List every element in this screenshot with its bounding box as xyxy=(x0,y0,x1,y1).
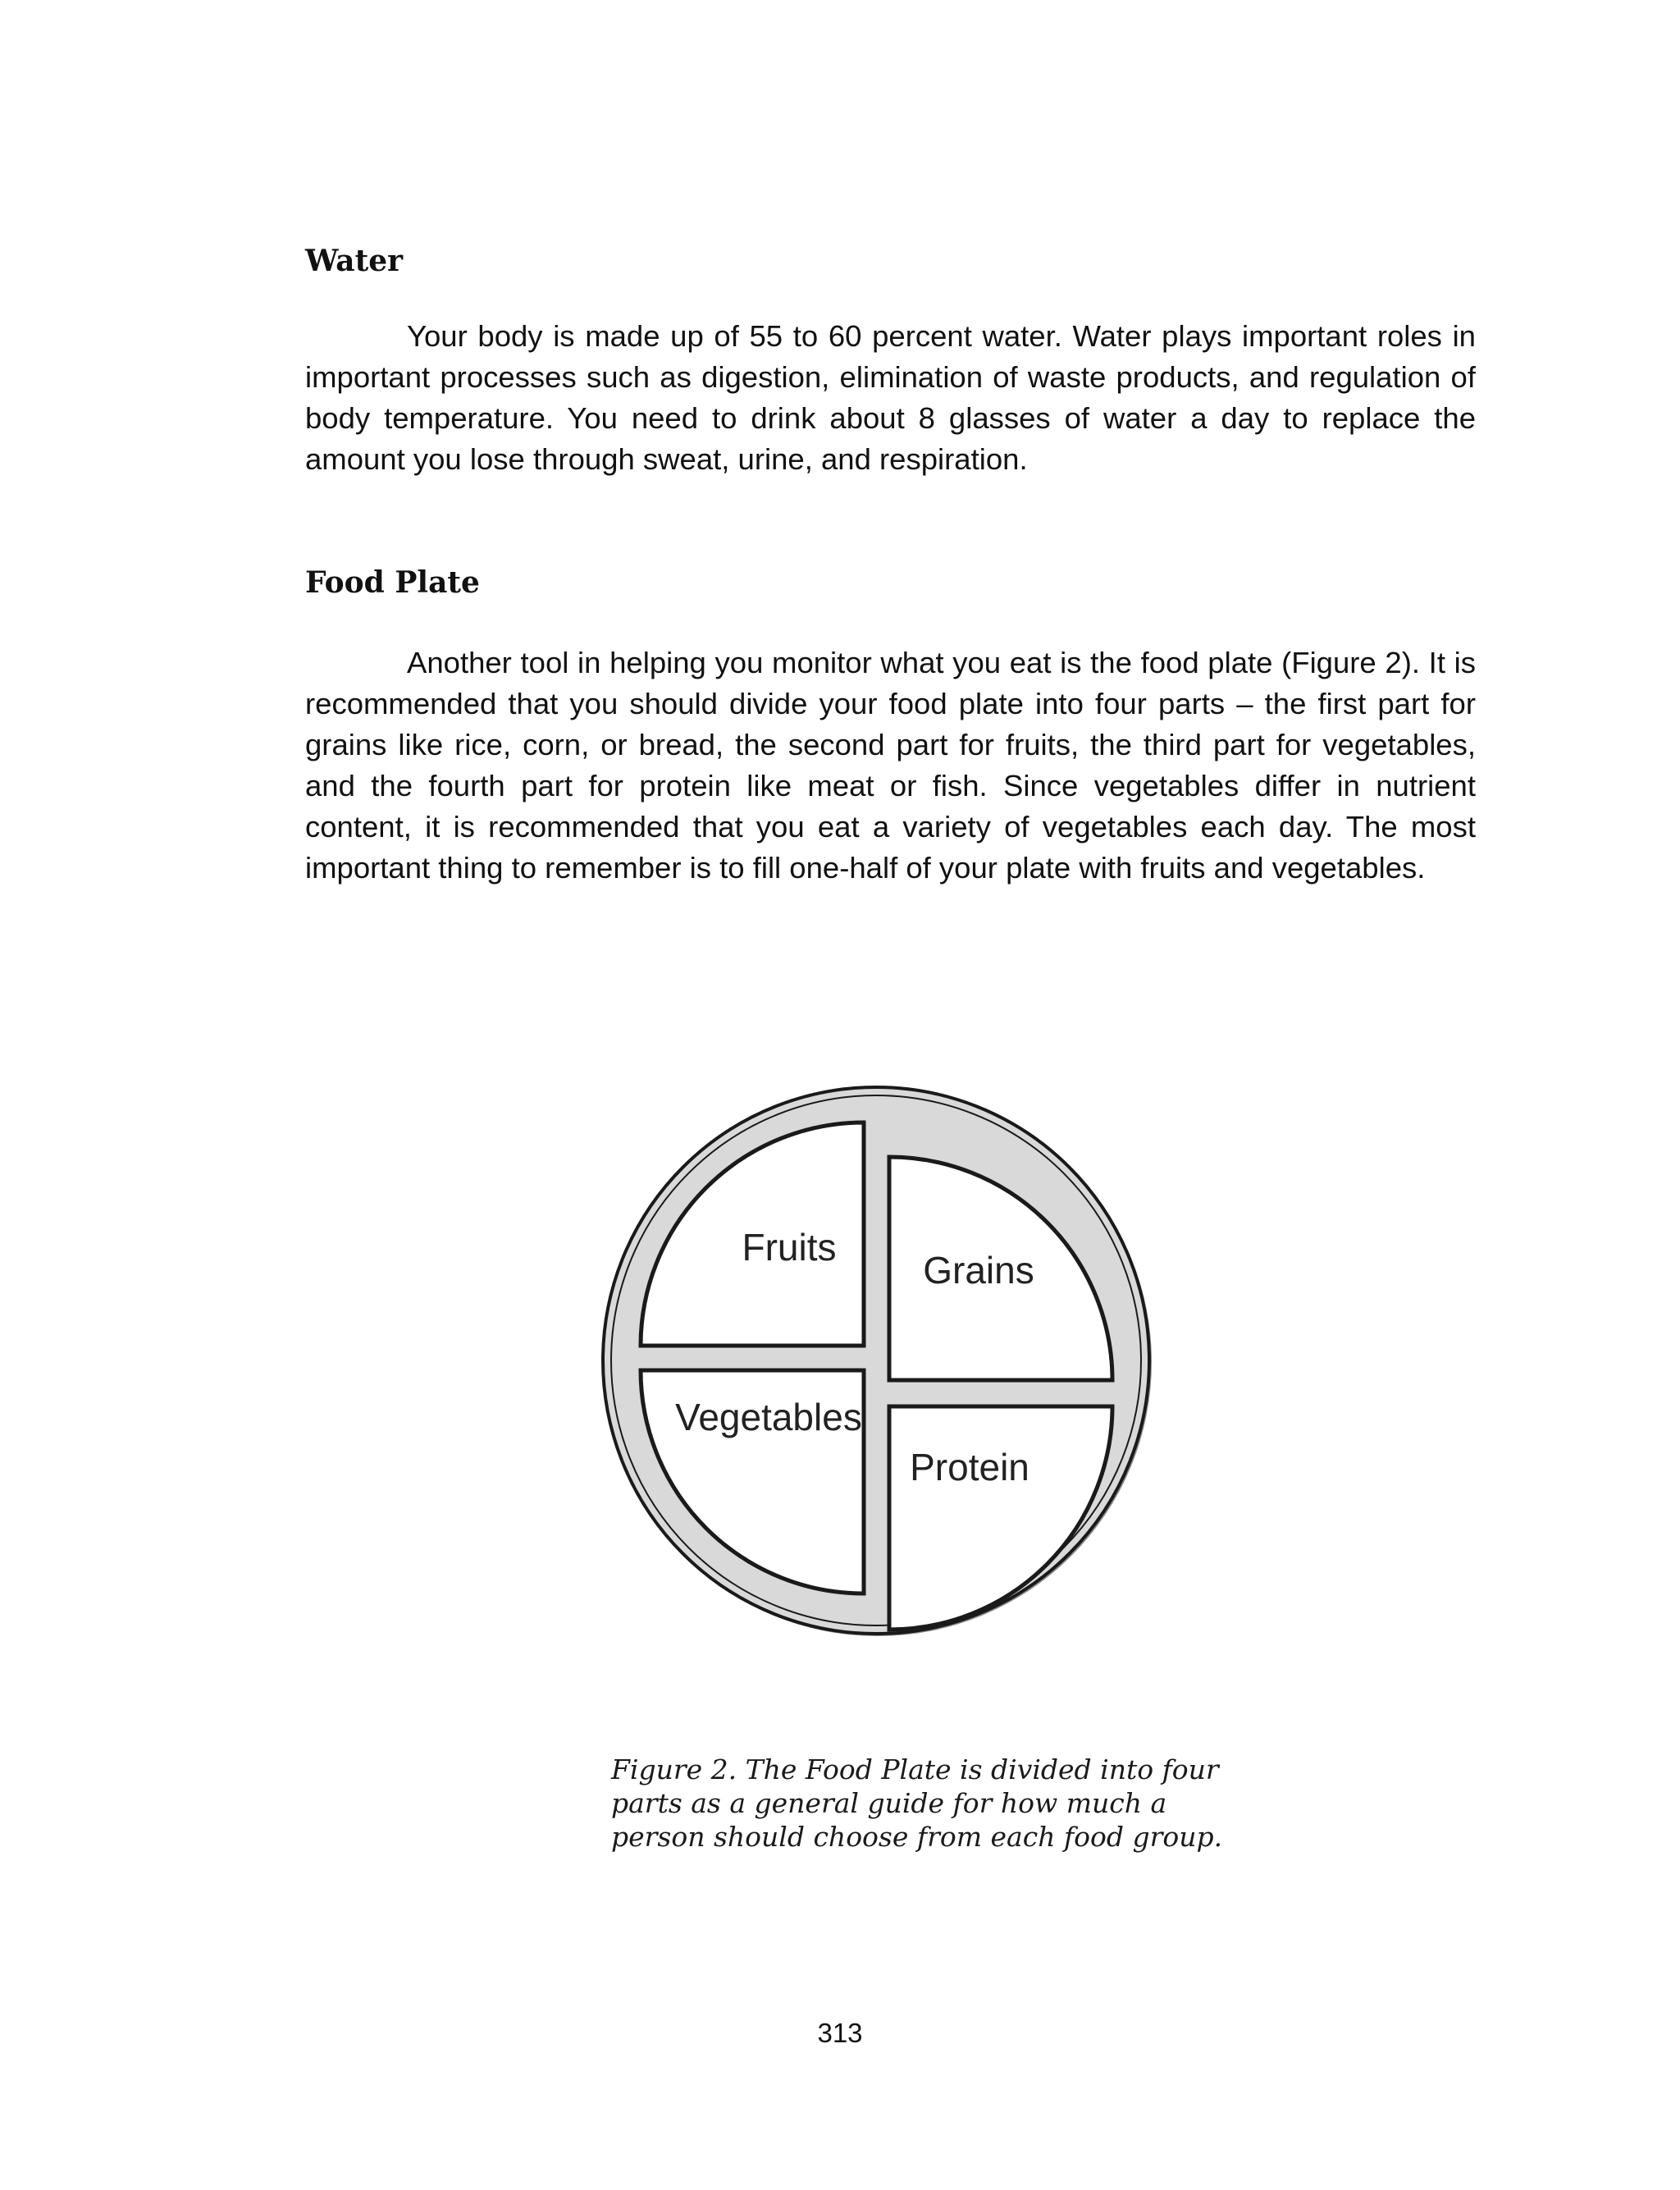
water-heading: Water xyxy=(305,244,404,278)
label-grains: Grains xyxy=(923,1249,1034,1292)
label-vegetables: Vegetables xyxy=(675,1396,862,1438)
food-plate-paragraph: Another tool in helping you monitor what you eat is the food plate (Figure 2). It is recommended that you should divide your food plate into four parts – the first part for grains like rice, corn, or bread, the second part for fruits, the third part for vegetables, and the fourth part for protein like meat or fish. Since vegetables differ in nutrient content, it is recommended that you eat a variety of vegetables each day. The most important thing to remember is to fill one-half of your plate with fruits and vegetables. xyxy=(305,646,1476,885)
water-paragraph: Your body is made up of 55 to 60 percent water. Water plays important roles in important processes such as digestion, elimination of waste products, and regulation of body temperature. You need to drink about 8 glasses of water a day to replace the amount you lose through sweat, urine, and respiration. xyxy=(305,319,1476,476)
caption-line: parts as a general guide for how much a xyxy=(611,1787,1167,1819)
figure-caption xyxy=(611,1753,1284,1854)
caption-line: person should choose from each food group. xyxy=(611,1821,1223,1853)
label-protein: Protein xyxy=(910,1446,1029,1488)
food-plate-heading: Food Plate xyxy=(305,565,480,600)
food-plate-figure xyxy=(599,1081,1153,1639)
label-fruits: Fruits xyxy=(742,1226,837,1269)
caption-line: Figure 2. The Food Plate is divided into four xyxy=(611,1753,1219,1785)
plate-section-protein xyxy=(889,1406,1112,1630)
page-number: 313 xyxy=(817,2018,863,2048)
